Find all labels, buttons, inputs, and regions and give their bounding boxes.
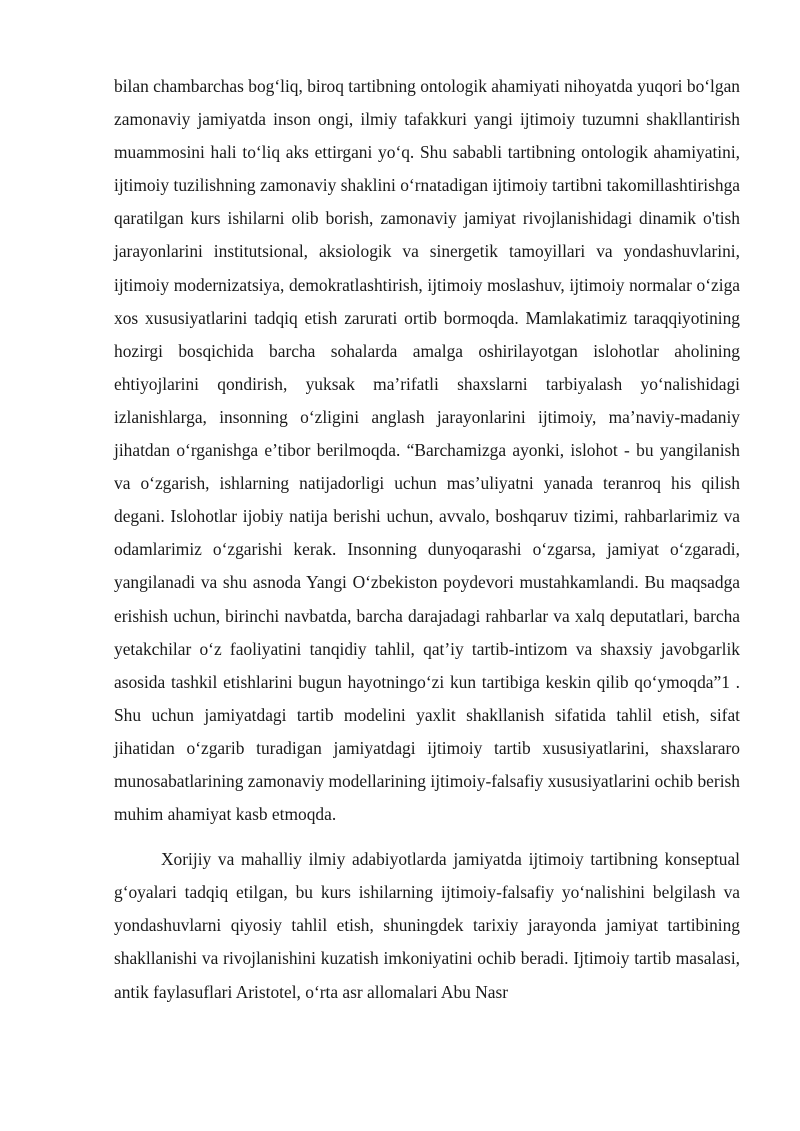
body-paragraph-2: Xorijiy va mahalliy ilmiy adabiyotlarda jamiyatda ijtimoiy tartibning konseptual g‘oyalari tadqiq etilgan, bu kurs ishilarning ijtimoiy-falsafiy yo‘nalishini belgilash va yondashuvlarni qiyosiy tahlil etish, shuningdek tarixiy jarayonda jamiyat tartibining shakllanishi va rivojlanishini kuzatish imkoniyatini ochib beradi. Ijtimoiy tartib masalasi, antik faylasuflari Aristotel, o‘rta asr allomalari Abu Nasr bbox=[114, 849, 740, 1002]
document-page bbox=[114, 70, 740, 1009]
body-paragraph-1: bilan chambarchas bog‘liq, biroq tartibning ontologik ahamiyati nihoyatda yuqori bo‘lgan zamonaviy jamiyatda inson ongi, ilmiy tafakkuri yangi ijtimoiy tuzumni shakllantirish muammosini hali to‘liq aks ettirgani yo‘q. Shu sababli tartibning ontologik ahamiyatini, ijtimoiy tuzilishning zamonaviy shaklini o‘rnatadigan ijtimoiy tartibni takomillashtirishga qaratilgan kurs ishilarni olib borish, zamonaviy jamiyat rivojlanishidagi dinamik o'tish jarayonlarini institutsional, aksiologik va sinergetik tamoyillari va yondashuvlarini, ijtimoiy modernizatsiya, demokratlashtirish, ijtimoiy moslashuv, ijtimoiy normalar o‘ziga xos xususiyatlarini tadqiq etish zarurati ortib bormoqda. Mamlakatimiz taraqqiyotining hozirgi bosqichida barcha sohalarda amalga oshirilayotgan islohotlar aholining ehtiyojlarini qondirish, yuksak ma’rifatli shaxslarni tarbiyalash yo‘nalishidagi izlanishlarga, insonning o‘zligini anglash jarayonlarini ijtimoiy, ma’naviy-madaniy jihatdan o‘rganishga e’tibor berilmoqda. “Barchamizga ayonki, islohot - bu yangilanish va o‘zgarish, ishlarning natijadorligi uchun mas’uliyatni yanada teranroq his qilish degani. Islohotlar ijobiy natija berishi uchun, avvalo, boshqaruv tizimi, rahbarlarimiz va odamlarimiz o‘zgarishi kerak. Insonning dunyoqarashi o‘zgarsa, jamiyat o‘zgaradi, yangilanadi va shu asnoda Yangi O‘zbekiston poydevori mustahkamlandi. Bu maqsadga erishish uchun, birinchi navbatda, barcha darajadagi rahbarlar va xalq deputatlari, barcha yetakchilar o‘z faoliyatini tanqidiy tahlil, qat’iy tartib-intizom va shaxsiy javobgarlik asosida tashkil etishlarini bugun hayotningo‘zi kun tartibiga keskin qilib qo‘ymoqda”1 . Shu uchun jamiyatdagi tartib modelini yaxlit shakllanish sifatida tahlil etish, sifat jihatidan o‘zgarib turadigan jamiyatdagi ijtimoiy tartib xususiyatlarini, shaxslararo munosabatlarining zamonaviy modellarining ijtimoiy-falsafiy xususiyatlarini ochib berish muhim ahamiyat kasb etmoqda. bbox=[114, 76, 740, 825]
